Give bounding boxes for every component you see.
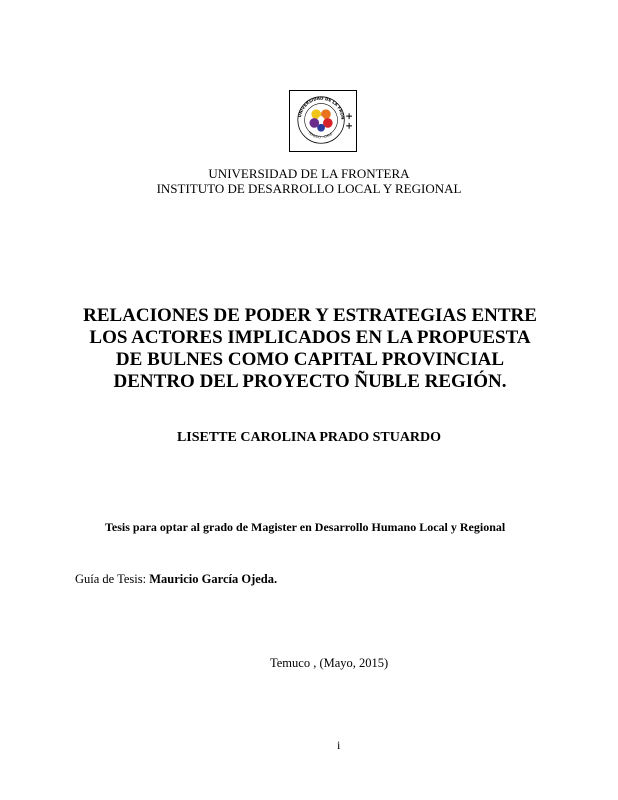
title-line-4: DENTRO DEL PROYECTO ÑUBLE REGIÓN. — [113, 371, 507, 392]
seal-text-top: UNIVERSIDAD DE LA FRON — [296, 95, 346, 120]
institute-name: INSTITUTO DE DESARROLLO LOCAL Y REGIONAL — [156, 181, 462, 196]
university-seal-icon — [290, 91, 356, 151]
degree-statement: Tesis para optar al grado de Magister en Desarrollo Humano Local y Regional — [105, 520, 506, 534]
university-logo — [289, 90, 357, 152]
thesis-advisor — [75, 572, 277, 587]
page-number: i — [337, 738, 341, 752]
advisor-label: Guía de Tesis: — [75, 572, 150, 586]
place-and-date: Temuco , (Mayo, 2015) — [270, 656, 389, 670]
seal-text-bottom: TEMUCO · CHILE — [307, 130, 334, 140]
university-name: UNIVERSIDAD DE LA FRONTERA — [208, 166, 410, 181]
title-line-1: RELACIONES DE PODER Y ESTRATEGIAS ENTRE — [83, 305, 537, 326]
author-name: LISETTE CAROLINA PRADO STUARDO — [176, 430, 442, 445]
title-line-2: LOS ACTORES IMPLICADOS EN LA PROPUESTA — [89, 327, 531, 348]
thesis-title — [60, 305, 560, 393]
title-line-3: DE BULNES COMO CAPITAL PROVINCIAL — [115, 349, 505, 370]
advisor-name: Mauricio García Ojeda. — [149, 572, 278, 586]
